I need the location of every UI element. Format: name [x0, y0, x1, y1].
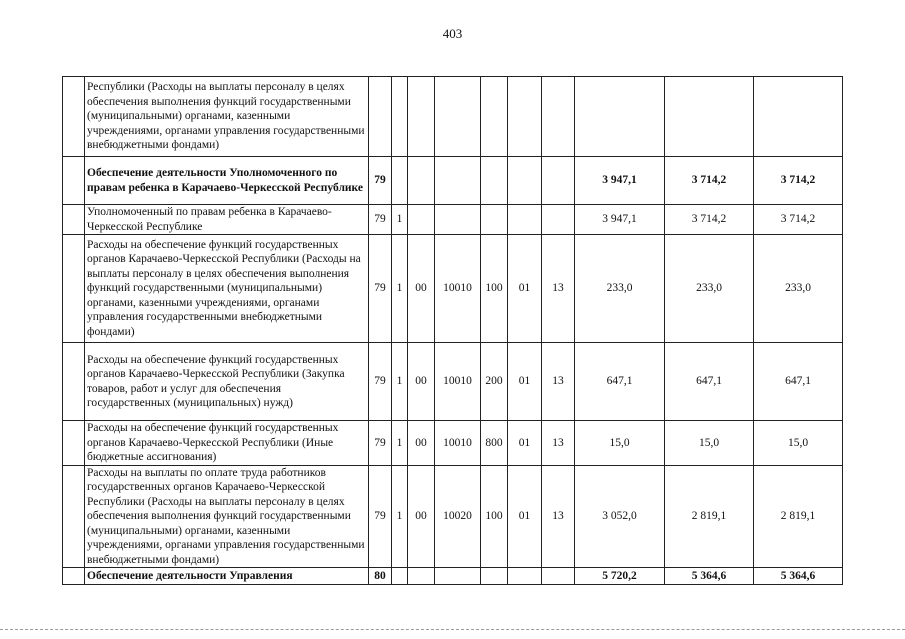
- cell-description: Расходы на обеспечение функций государственных органов Карачаево-Черкесской Республики (Закупка товаров, работ и услуг для обеспечения государственных (муниципальных) нужд): [85, 343, 369, 421]
- cell-amount-3: 3 714,2: [754, 157, 843, 205]
- cell-target-item: 10010: [435, 235, 481, 343]
- cell-target-item: [435, 205, 481, 235]
- cell-section: [392, 157, 408, 205]
- cell-description: Обеспечение деятельности Управления: [85, 568, 369, 585]
- cell-amount-1: 5 720,2: [575, 568, 665, 585]
- cell-subsection: [408, 77, 435, 157]
- cell-subsection: 00: [408, 421, 435, 466]
- cell-expense-type: [481, 77, 508, 157]
- cell-description: Расходы на обеспечение функций государственных органов Карачаево-Черкесской Республики (Иные бюджетные ассигнования): [85, 421, 369, 466]
- cell-code-6: [508, 157, 542, 205]
- cell-amount-2: 15,0: [665, 421, 754, 466]
- row-gutter-cell: [63, 205, 85, 235]
- cell-expense-type: 200: [481, 343, 508, 421]
- cell-amount-2: 2 819,1: [665, 465, 754, 568]
- cell-amount-3: 15,0: [754, 421, 843, 466]
- cell-amount-3: [754, 77, 843, 157]
- cell-amount-3: 5 364,6: [754, 568, 843, 585]
- cell-expense-type: [481, 568, 508, 585]
- table-row: [63, 205, 843, 235]
- cell-description: Республики (Расходы на выплаты персоналу в целях обеспечения выполнения функций государственными (муниципальными) органами, казенными учреждениями, органами управления государственными внебюджетными фондами): [85, 77, 369, 157]
- cell-ministry: 79: [369, 343, 392, 421]
- cell-code-6: 01: [508, 343, 542, 421]
- cell-target-item: [435, 77, 481, 157]
- row-gutter-cell: [63, 235, 85, 343]
- cell-amount-3: 3 714,2: [754, 205, 843, 235]
- cell-section: 1: [392, 343, 408, 421]
- page-number: 403: [442, 26, 463, 41]
- cell-amount-1: 3 052,0: [575, 465, 665, 568]
- cell-description: Расходы на выплаты по оплате труда работников государственных органов Карачаево-Черкесской Республики (Расходы на выплаты персоналу в целях обеспечения выполнения функций государственными (муниципальными) органами, казенными учреждениями, органами управления государственными внебюджетными фондами): [85, 465, 369, 568]
- cell-amount-2: 647,1: [665, 343, 754, 421]
- cell-ministry: 79: [369, 157, 392, 205]
- cell-expense-type: 800: [481, 421, 508, 466]
- cell-code-7: [542, 568, 575, 585]
- cell-expense-type: [481, 157, 508, 205]
- cell-subsection: [408, 205, 435, 235]
- cell-target-item: [435, 568, 481, 585]
- cell-amount-2: [665, 77, 754, 157]
- cell-section: [392, 77, 408, 157]
- cell-amount-2: 3 714,2: [665, 157, 754, 205]
- row-gutter-cell: [63, 77, 85, 157]
- cell-amount-2: 3 714,2: [665, 205, 754, 235]
- cell-code-6: 01: [508, 465, 542, 568]
- cell-target-item: 10010: [435, 421, 481, 466]
- cell-amount-2: 5 364,6: [665, 568, 754, 585]
- cell-expense-type: 100: [481, 235, 508, 343]
- cell-amount-3: 2 819,1: [754, 465, 843, 568]
- cell-description: Обеспечение деятельности Уполномоченного по правам ребенка в Карачаево-Черкесской Республике: [85, 157, 369, 205]
- cell-amount-2: 233,0: [665, 235, 754, 343]
- row-gutter-cell: [63, 421, 85, 466]
- cell-target-item: [435, 157, 481, 205]
- cell-expense-type: [481, 205, 508, 235]
- cell-section: 1: [392, 465, 408, 568]
- cell-target-item: 10020: [435, 465, 481, 568]
- cell-target-item: 10010: [435, 343, 481, 421]
- row-gutter-cell: [63, 157, 85, 205]
- cell-amount-1: 15,0: [575, 421, 665, 466]
- cell-code-6: [508, 205, 542, 235]
- cell-subsection: 00: [408, 343, 435, 421]
- cell-code-7: 13: [542, 235, 575, 343]
- budget-table: [62, 76, 843, 585]
- table-row: [63, 465, 843, 568]
- cell-subsection: 00: [408, 235, 435, 343]
- cell-code-7: [542, 205, 575, 235]
- cell-code-7: [542, 157, 575, 205]
- cell-amount-1: 3 947,1: [575, 157, 665, 205]
- table-row: [63, 568, 843, 585]
- cell-code-6: 01: [508, 421, 542, 466]
- cell-code-7: 13: [542, 421, 575, 466]
- table-row: [63, 235, 843, 343]
- cell-ministry: 79: [369, 205, 392, 235]
- table-row: [63, 77, 843, 157]
- page-bottom-rule: [0, 629, 905, 630]
- cell-description: Расходы на обеспечение функций государственных органов Карачаево-Черкесской Республики (Расходы на выплаты персоналу в целях обеспечения выполнения функций государственными (муниципальными) органами, казенными учреждениями, органами управления государственными внебюджетными фондами): [85, 235, 369, 343]
- cell-ministry: 79: [369, 465, 392, 568]
- cell-section: 1: [392, 421, 408, 466]
- table-row: [63, 421, 843, 466]
- cell-code-7: [542, 77, 575, 157]
- cell-amount-1: 647,1: [575, 343, 665, 421]
- table-row: [63, 343, 843, 421]
- table-body: [63, 77, 843, 585]
- cell-section: 1: [392, 205, 408, 235]
- row-gutter-cell: [63, 568, 85, 585]
- cell-amount-1: 233,0: [575, 235, 665, 343]
- cell-ministry: 79: [369, 421, 392, 466]
- cell-amount-3: 647,1: [754, 343, 843, 421]
- cell-code-6: [508, 568, 542, 585]
- row-gutter-cell: [63, 465, 85, 568]
- cell-amount-1: 3 947,1: [575, 205, 665, 235]
- cell-ministry: 79: [369, 235, 392, 343]
- cell-code-6: 01: [508, 235, 542, 343]
- cell-ministry: [369, 77, 392, 157]
- cell-section: [392, 568, 408, 585]
- cell-ministry: 80: [369, 568, 392, 585]
- cell-section: 1: [392, 235, 408, 343]
- cell-subsection: 00: [408, 465, 435, 568]
- row-gutter-cell: [63, 343, 85, 421]
- cell-description: Уполномоченный по правам ребенка в Карачаево-Черкесской Республике: [85, 205, 369, 235]
- cell-subsection: [408, 568, 435, 585]
- cell-code-7: 13: [542, 465, 575, 568]
- cell-code-7: 13: [542, 343, 575, 421]
- cell-subsection: [408, 157, 435, 205]
- cell-amount-3: 233,0: [754, 235, 843, 343]
- cell-expense-type: 100: [481, 465, 508, 568]
- table-row: [63, 157, 843, 205]
- cell-amount-1: [575, 77, 665, 157]
- cell-code-6: [508, 77, 542, 157]
